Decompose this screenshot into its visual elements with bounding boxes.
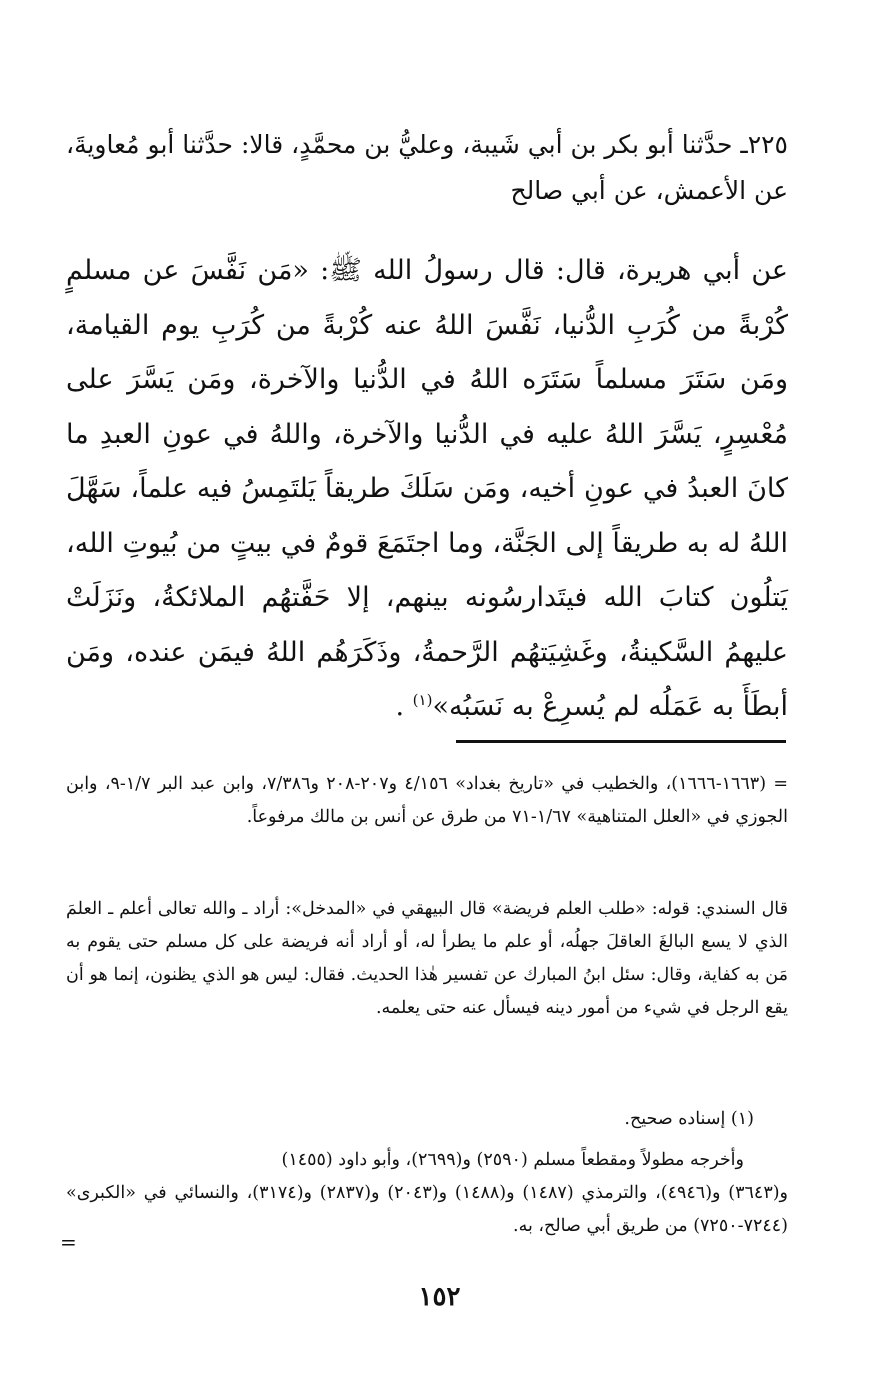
takhrij-rest: و(٣٦٤٣) و(٤٩٤٦)، والترمذي (١٤٨٧) و(١٤٨٨) و(٢٠٤٣) و(٢٨٣٧) و(٣١٧٤)، والنسائي في «الكبرى» (٧٢٤٤-٧٢٥٠) من طريق أبي صالح، به. xyxy=(66,1183,789,1236)
continuation-mark: = xyxy=(60,1230,77,1254)
footnote-continued: = (١٦٦٣-١٦٦٦)، والخطيب في «تاريخ بغداد» ٤/١٥٦ و٢٠٧-٢٠٨ و٧/٣٨٦، وابن عبد البر ١/٧-٩، وابن الجوزي في «العلل المتناهية» ١/٦٧-٧١ من طرق عن أنس بن مالك مرفوعاً. xyxy=(66,774,789,827)
hadith-matn: عن أبي هريرة، قال: قال رسولُ الله ﷺ: «مَن نَفَّسَ عن مسلمٍ كُرْبةً من كُرَبِ الدُّنيا، نَفَّسَ اللهُ عنه كُرْبةً من كُرَبِ يوم القيامة، ومَن سَتَرَ مسلماً سَتَرَه اللهُ في الدُّنيا والآخرة، ومَن يَسَّرَ على مُعْسِرٍ، يَسَّرَ اللهُ عليه في الدُّنيا والآخرة، واللهُ في عونِ العبدِ ما كانَ العبدُ في عونِ أخيه، ومَن سَلَكَ طريقاً يَلتَمِسُ فيه علماً، سَهَّلَ اللهُ له به طريقاً إلى الجَنَّة، وما اجتَمَعَ قومٌ في بيتٍ من بُيوتِ الله، يَتلُون كتابَ الله فيتَدارسُونه بينهم، إلا حَفَّتهُم الملائكةُ، ونَزَلَتْ عليهمُ السَّكينةُ، وغَشِيَتهُم الرَّحمةُ، وذَكَرَهُم اللهُ فيمَن عنده، ومَن أبطَأَ به عَمَلُه لم يُسرِعْ به نَسَبُه» xyxy=(66,255,788,722)
hadith-isnad: ٢٢٥ـ حدَّثنا أبو بكر بن أبي شَيبة، وعليُّ بن محمَّدٍ، قالا: حدَّثنا أبو مُعاويةَ، عن الأعمش، عن أبي صالح xyxy=(66,130,788,205)
hadith-matn-paragraph xyxy=(66,244,788,735)
footnote-sindi-comment: قال السندي: قوله: «طلب العلم فريضة» قال البيهقي في «المدخل»: أراد ـ والله تعالى أعلم ـ العلمَ الذي لا يسع البالغَ العاقلَ جهلُه، أو علم ما يطرأ له، أو أراد أنه فريضة على كل مسلم حتى يقوم به مَن به كفاية، وقال: سئل ابنُ المبارك عن تفسير هٰذا الحديث. فقال: ليس هو الذي يظنون، إنما هو أن يقع الرجل في شيء من أمور دينه فيسأل عنه حتى يعلمه. xyxy=(66,899,788,1018)
matn-end-period: . xyxy=(395,691,413,722)
footnote-takhrij xyxy=(66,1144,788,1243)
page-number: ١٥٢ xyxy=(418,1282,461,1312)
footnote-1-text: (١) إسناده صحيح. xyxy=(624,1109,754,1129)
takhrij-first-line: وأخرجه مطولاً ومقطعاً مسلم (٢٥٩٠) و(٢٦٩٩)، وأبو داود (١٤٥٥) xyxy=(281,1150,744,1170)
footnote-1 xyxy=(66,1103,788,1136)
footnote-separator xyxy=(456,740,786,743)
footnote-marker[interactable]: (١) xyxy=(412,691,433,709)
